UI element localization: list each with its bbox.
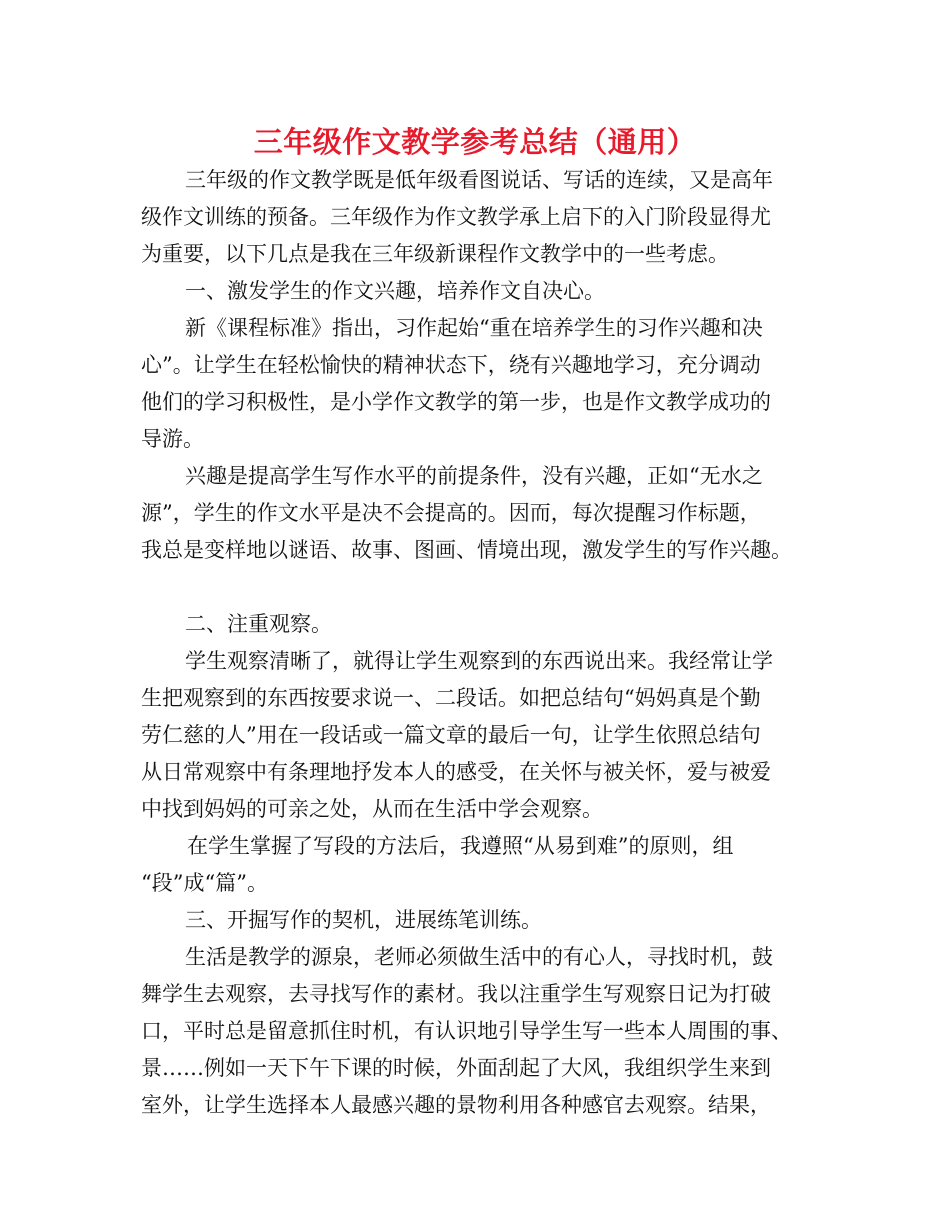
paragraph-line: 为重要，以下几点是我在三年级新课程作文教学中的一些考虑。 [141,242,729,266]
paragraph-line: 在学生掌握了写段的方法后，我遵照“从易到难”的原则，组 [187,834,734,858]
section-heading: 三、开掘写作的契机，进展练笔训练。 [185,908,542,932]
paragraph-line: 他们的学习积极性，是小学作文教学的第一步，也是作文教学成功的 [141,390,771,414]
section-heading: 二、注重观察。 [185,612,332,636]
document-title: 三年级作文教学参考总结（通用） [253,125,697,159]
paragraph-line: 三年级的作文教学既是低年级看图说话、写话的连续，又是高年 [185,168,773,192]
paragraph-line: 景……例如一天下午下课的时候，外面刮起了大风，我组织学生来到 [141,1056,771,1080]
paragraph-line: 生把观察到的东西按要求说一、二段话。如把总结句“妈妈真是个勤 [141,686,761,710]
paragraph-line: 舞学生去观察，去寻找写作的素材。我以注重学生写观察日记为打破 [141,982,771,1006]
paragraph-line: 学生观察清晰了，就得让学生观察到的东西说出来。我经常让学 [185,649,773,673]
paragraph-line: 导游。 [141,427,204,451]
paragraph-line: 心”。让学生在轻松愉快的精神状态下，绕有兴趣地学习，充分调动 [141,353,761,377]
paragraph-line: 室外，让学生选择本人最感兴趣的景物利用各种感官去观察。结果， [141,1093,771,1117]
paragraph-line: “段”成“篇”。 [141,871,268,895]
paragraph-line: 生活是教学的源泉，老师必须做生活中的有心人，寻找时机，鼓 [185,945,773,969]
paragraph-line: 源”，学生的作文水平是决不会提高的。因而，每次提醒习作标题， [141,501,761,525]
paragraph-line: 我总是变样地以谜语、故事、图画、情境出现，激发学生的写作兴趣。 [141,538,792,562]
paragraph-line: 新《课程标准》指出，习作起始“重在培养学生的习作兴趣和决 [185,316,763,340]
paragraph-line: 兴趣是提高学生写作水平的前提条件，没有兴趣，正如“无水之 [185,464,763,488]
paragraph-line: 从日常观察中有条理地抒发本人的感受，在关怀与被关怀，爱与被爱 [141,760,771,784]
paragraph-line: 劳仁慈的人”用在一段话或一篇文章的最后一句，让学生依照总结句 [141,723,761,747]
document-body [141,162,821,1124]
blank-line [141,569,821,606]
paragraph-line: 中找到妈妈的可亲之处，从而在生活中学会观察。 [141,797,603,821]
paragraph-line: 级作文训练的预备。三年级作为作文教学承上启下的入门阶段显得尤 [141,205,771,229]
paragraph-line: 口，平时总是留意抓住时机，有认识地引导学生写一些本人周围的事、 [141,1019,792,1043]
section-heading: 一、激发学生的作文兴趣，培养作文自决心。 [185,279,605,303]
